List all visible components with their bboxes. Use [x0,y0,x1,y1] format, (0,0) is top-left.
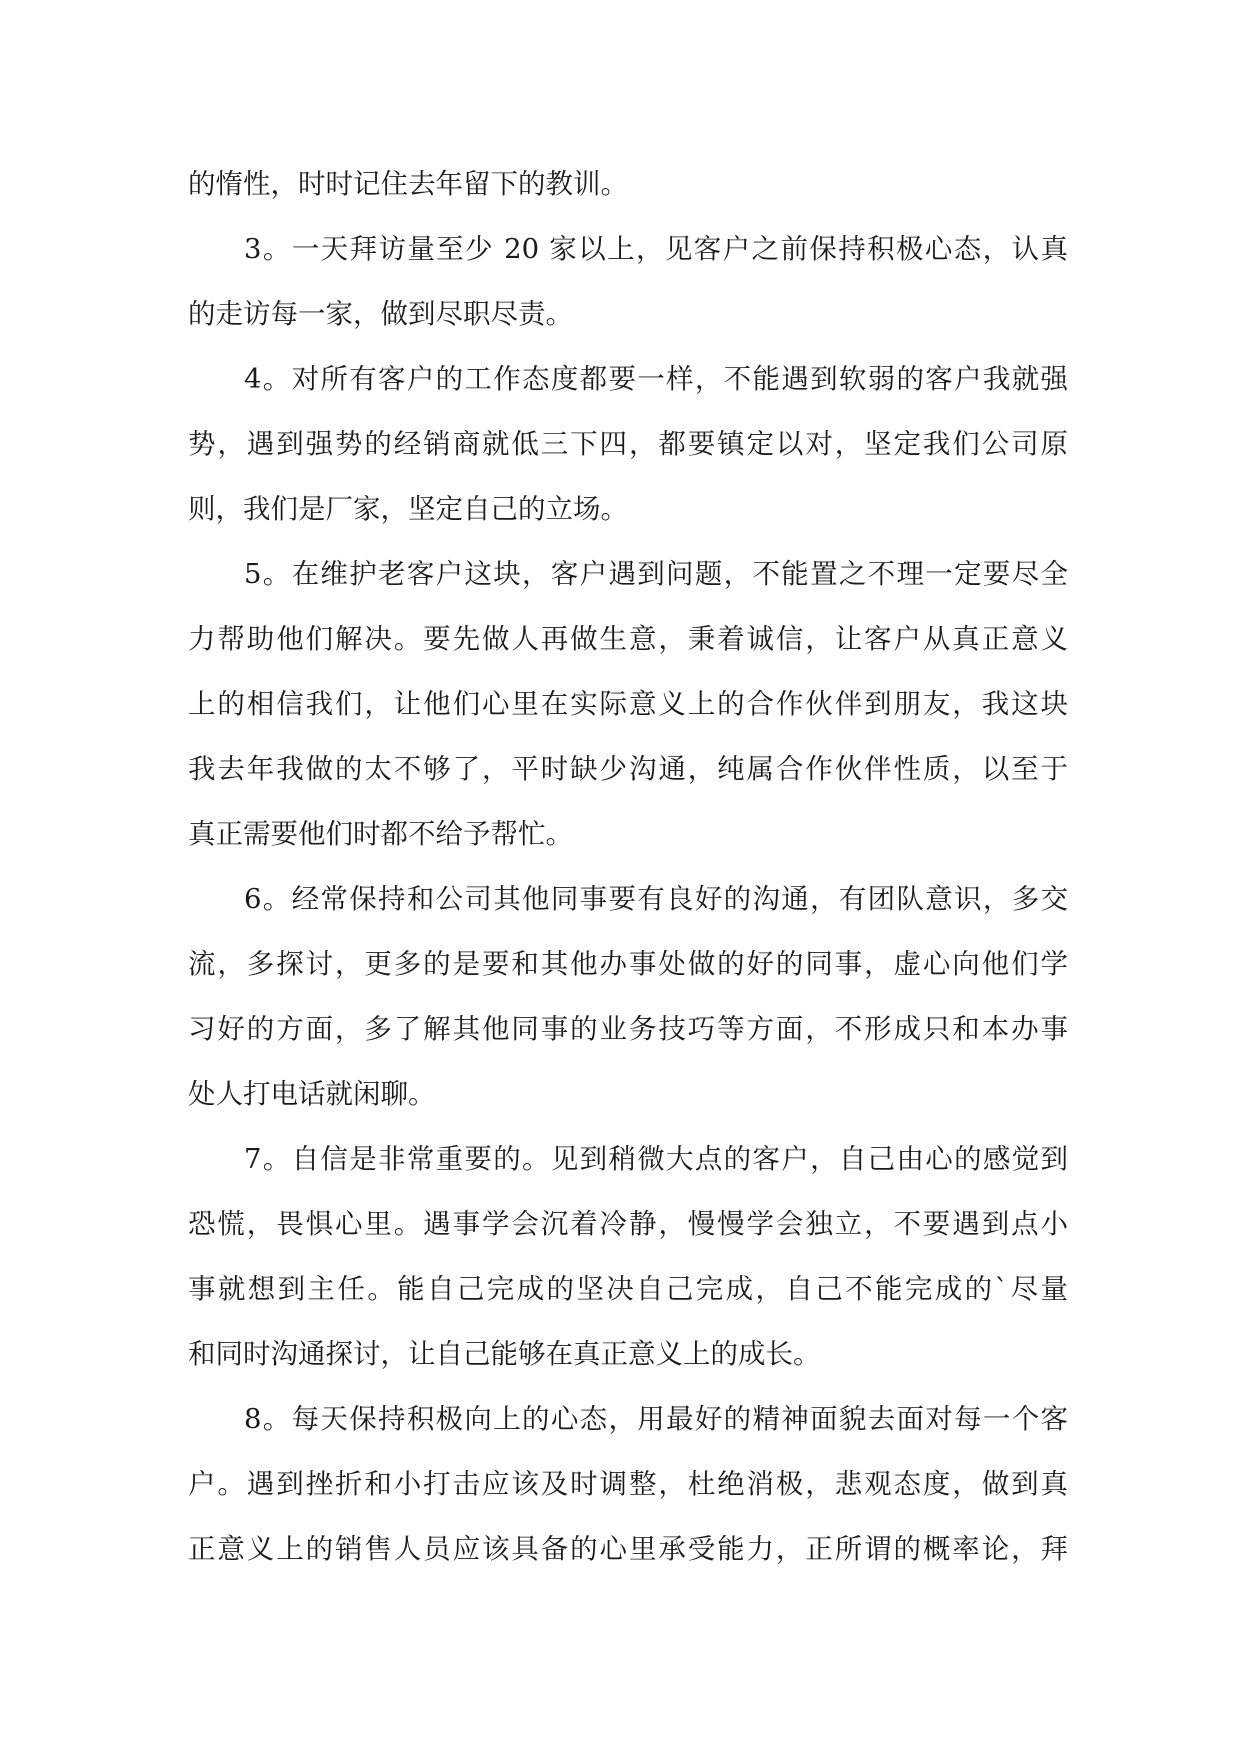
text-line: 8。每天保持积极向上的心态，用最好的精神面貌去面对每一个客 [244,1403,1068,1435]
text-line: 我去年我做的太不够了，平时缺少沟通，纯属合作伙伴性质，以至于 [188,753,1068,785]
text-line: 真正需要他们时都不给予帮忙。 [188,818,573,850]
text-line: 的走访每一家，做到尽职尽责。 [188,298,573,330]
paragraph-item-6 [188,867,1068,1127]
text-line: 处人打电话就闲聊。 [188,1078,436,1110]
text-line: 正意义上的销售人员应该具备的心里承受能力，正所谓的概率论，拜 [188,1533,1068,1565]
text-line: 势，遇到强势的经销商就低三下四，都要镇定以对，坚定我们公司原 [188,428,1068,460]
text-line: 4。对所有客户的工作态度都要一样，不能遇到软弱的客户我就强 [244,363,1068,395]
text-line: 事就想到主任。能自己完成的坚决自己完成，自己不能完成的`尽量 [188,1273,1068,1305]
paragraph-item-3 [188,217,1068,347]
text-line: 和同时沟通探讨，让自己能够在真正意义上的成长。 [188,1338,821,1370]
text-line: 户。遇到挫折和小打击应该及时调整，杜绝消极，悲观态度，做到真 [188,1468,1068,1500]
text-line: 6。经常保持和公司其他同事要有良好的沟通，有团队意识，多交 [244,883,1068,915]
text-line: 恐慌，畏惧心里。遇事学会沉着冷静，慢慢学会独立，不要遇到点小 [188,1208,1068,1240]
text-line: 3。一天拜访量至少 20 家以上，见客户之前保持积极心态，认真 [244,233,1068,265]
text-line: 力帮助他们解决。要先做人再做生意，秉着诚信，让客户从真正意义 [188,623,1068,655]
text-line: 流，多探讨，更多的是要和其他办事处做的好的同事，虚心向他们学 [188,948,1068,980]
paragraph-item-8 [188,1387,1068,1582]
paragraph-item-7 [188,1127,1068,1387]
text-line: 7。自信是非常重要的。见到稍微大点的客户，自己由心的感觉到 [244,1143,1068,1175]
text-line: 的惰性，时时记住去年留下的教训。 [188,168,628,200]
text-line: 5。在维护老客户这块，客户遇到问题，不能置之不理一定要尽全 [244,558,1068,590]
text-line: 上的相信我们，让他们心里在实际意义上的合作伙伴到朋友，我这块 [188,688,1068,720]
paragraph-item-5 [188,542,1068,867]
paragraph-continued [188,152,1068,217]
paragraph-item-4 [188,347,1068,542]
body-text [188,152,1068,1582]
text-line: 则，我们是厂家，坚定自己的立场。 [188,493,628,525]
text-line: 习好的方面，多了解其他同事的业务技巧等方面，不形成只和本办事 [188,1013,1068,1045]
